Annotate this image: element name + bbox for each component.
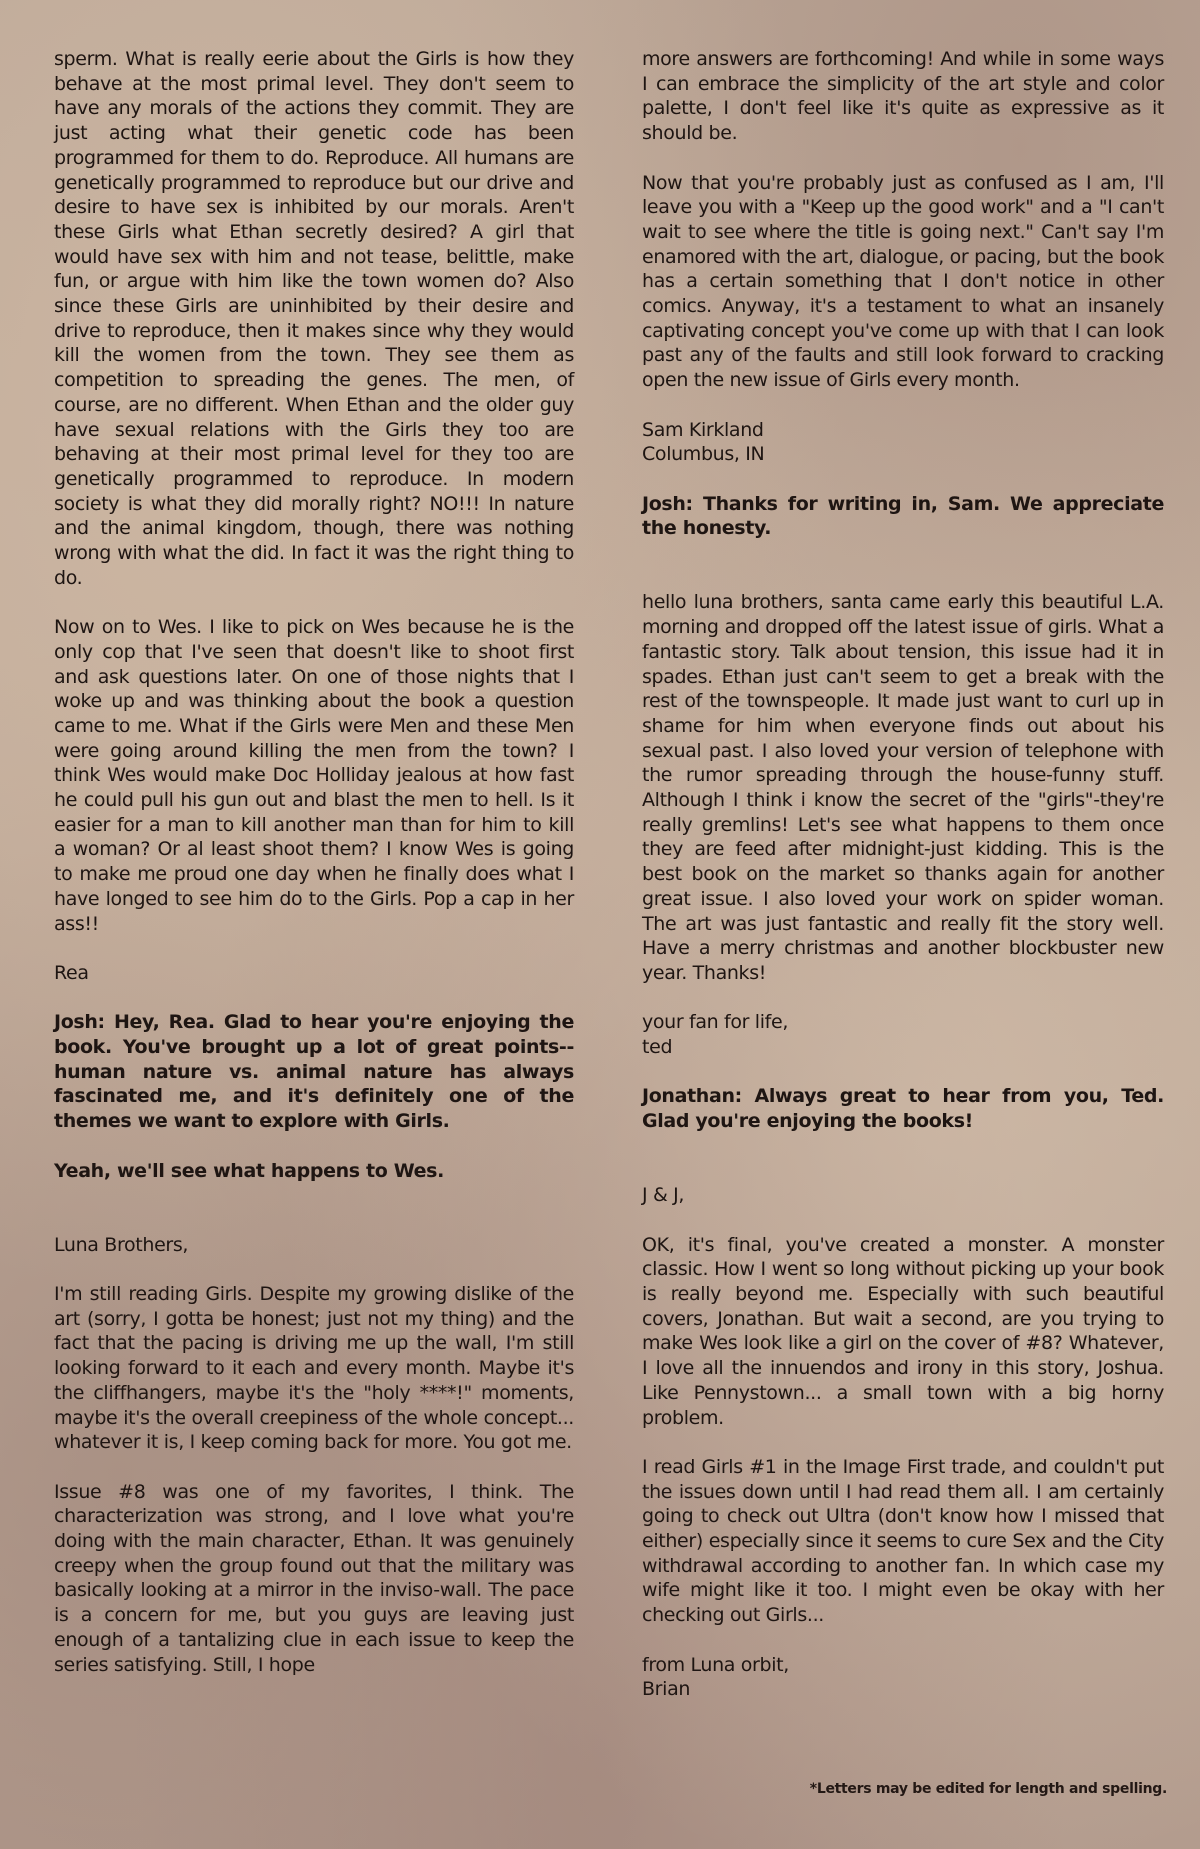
letter-rea-signoff: Rea xyxy=(54,961,89,984)
reply-to-sam: Josh: Thanks for writing in, Sam. We appreciate the honesty. xyxy=(642,492,1164,540)
letter-sam-paragraph-1: I'm still reading Girls. Despite my growing dislike of the art (sorry, I gotta be honest; just not my thing) and the fact that the pacing is driving me up the wall, I'm still looking forward to it each and every month. Maybe it's the cliffhangers, maybe it's the "holy ****!" moments, maybe it's the overall creepiness of the whole concept... whatever it is, I keep coming back for more. You got me. xyxy=(54,1283,574,1454)
letter-sam-paragraph-2: Issue #8 was one of my favorites, I think. The characterization was strong, and I love what you're doing with the main character, Ethan. It was genuinely creepy when the group found out that the military was basically looking at a mirror in the inviso-wall. The pace is a concern for me, but you guys are leaving just enough of a tantalizing clue in each issue to keep the series satisfying. Still, I hope xyxy=(54,1480,574,1676)
letter-brian-paragraph-2: I read Girls #1 in the Image First trade, and couldn't put the issues down until I had read them all. I am certainly going to check out Ultra (don't know how I missed that either) especially since it seems to cure Sex and the City withdrawal according to another fan. In which case my wife might like it too. I might even be okay with her checking out Girls... xyxy=(642,1455,1164,1627)
reply-to-rea-wes: Yeah, we'll see what happens to Wes. xyxy=(54,1159,444,1182)
letter-brian-salutation: J & J, xyxy=(642,1184,685,1207)
reply-to-ted: Jonathan: Always great to hear from you, Ted. Glad you're enjoying the books! xyxy=(642,1085,1164,1133)
left-column xyxy=(54,47,574,1702)
letter-sam-signoff-name: Sam Kirkland xyxy=(642,418,764,441)
letter-ted-signoff-line-2: ted xyxy=(642,1036,673,1059)
letter-brian-signoff-line-2: Brian xyxy=(642,1678,691,1701)
letter-ted-paragraph: hello luna brothers, santa came early this beautiful L.A. morning and dropped off the latest issue of girls. What a fantastic story. Talk about tension, this issue had it in spades. Ethan just can't seem to get a break with the rest of the townspeople. It made just want to curl up in shame for him when everyone finds out about his sexual past. I also loved your version of telephone with the rumor spreading through the house-funny stuff. Although I think i know the secret of the "girls"-they're really gremlins! Let's see what happens to them once they are feed after midnight-just kidding. This is the best book on the market so thanks again for another great issue. I also loved your work on spider woman. The art was just fantastic and really fit the story well. Have a merry christmas and another blockbuster new year. Thanks! xyxy=(642,591,1164,984)
letter-ted-signoff-line-1: your fan for life, xyxy=(642,1011,789,1034)
letter-rea-paragraph-1: sperm. What is really eerie about the Girls is how they behave at the most primal level. They don't seem to have any morals of the actions they commit. They are just acting what their genetic code has been programmed for them to do. Reproduce. All humans are genetically programmed to reproduce but our drive and desire to have sex is inhibited by our morals. Aren't these Girls what Ethan secretly desired? A girl that would have sex with him and not tease, belittle, make fun, or argue with him like the town women do? Also since these Girls are uninhibited by their desire and drive to reproduce, then it makes since why they would kill the women from the town. They see them as competition to spreading the genes. The men, of course, are no different. When Ethan and the older guy have sexual relations with the Girls they too are behaving at their most primal level for they too are genetically programmed to reproduce. In modern society is what they did morally right? NO!!! In nature and the animal kingdom, though, there was nothing wrong with what the did. In fact it was the right thing to do. xyxy=(54,48,574,589)
letter-sam-paragraph-3: more answers are forthcoming! And while in some ways I can embrace the simplicity of the art style and color palette, I don't feel like it's quite as expressive as it should be. xyxy=(642,48,1164,145)
reply-to-rea: Josh: Hey, Rea. Glad to hear you're enjoying the book. You've brought up a lot of great points--human nature vs. animal nature has always fascinated me, and it's definitely one of the themes we want to explore with Girls. xyxy=(54,1011,574,1133)
letter-brian-signoff-line-1: from Luna orbit, xyxy=(642,1653,789,1676)
letter-brian-paragraph-1: OK, it's final, you've created a monster. A monster classic. How I went so long without picking up your book is really beyond me. Especially with such beautiful covers, Jonathan. But wait a second, are you trying to make Wes look like a girl on the cover of #8? Whatever, I love all the innuendos and irony in this story, Joshua. Like Pennystown... a small town with a big horny problem. xyxy=(642,1233,1164,1429)
letter-sam-salutation: Luna Brothers, xyxy=(54,1233,189,1256)
letter-rea-paragraph-2: Now on to Wes. I like to pick on Wes because he is the only cop that I've seen that doesn't like to shoot first and ask questions later. On one of those nights that I woke up and was thinking about the book a question came to me. What if the Girls were Men and these Men were going around killing the men from the town? I think Wes would make Doc Holliday jealous at how fast he could pull his gun out and blast the men to hell. Is it easier for a man to kill another man than for him to kill a woman? Or al least shoot them? I know Wes is going to make me proud one day when he finally does what I have longed to see him do to the Girls. Pop a cap in her ass!! xyxy=(54,616,574,935)
letter-sam-signoff-place: Columbus, IN xyxy=(642,443,765,466)
letter-sam-paragraph-4: Now that you're probably just as confused as I am, I'll leave you with a "Keep up the good work" and a "I can't wait to see where the title is going next." Can't say I'm enamored with the art, dialogue, or pacing, but the book has a certain something that I don't notice in other comics. Anyway, it's a testament to what an insanely captivating concept you've come up with that I can look past any of the faults and still look forward to cracking open the new issue of Girls every month. xyxy=(642,171,1164,392)
right-column xyxy=(642,47,1164,1702)
editing-disclaimer: *Letters may be edited for length and spelling. xyxy=(809,1781,1167,1797)
